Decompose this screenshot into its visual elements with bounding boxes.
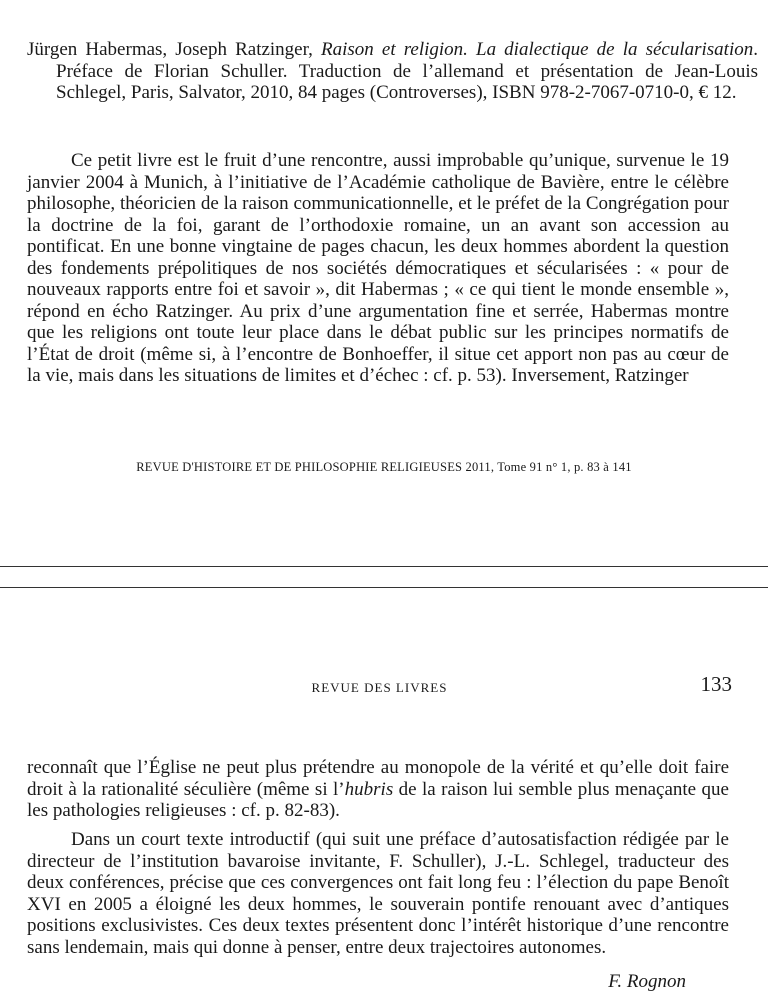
italic-term: hubris bbox=[344, 778, 394, 800]
page-number: 133 bbox=[700, 672, 732, 696]
running-header bbox=[27, 672, 732, 700]
review-paragraph-1: Ce petit livre est le fruit d’une rencontre, aussi improbable qu’unique, survenue le 19 janvier 2004 à Munich, à l’initiative de l’Académie catholique de Bavière, entre le célèbre philosophe, théoricien de la raison communicationnelle, et le préfet de la Congrégation pour la doctrine de la foi, garant de l’orthodoxie romaine, un an avant son accession au pontificat. En une bonne vingtaine de pages chacun, les deux hommes abordent la question des fondements prépolitiques de nos sociétés démocratiques et sécularisées : « pour de nouveaux rapports entre foi et savoir », dit Habermas ; « ce qui tient le monde ensemble », répond en écho Ratzinger. Au prix d’une argumentation fine et serrée, Habermas montre que les religions ont toute leur place dans le débat public sur les principes normatifs de l’État de droit (même si, à l’encontre de Bonhoeffer, il situe cet apport non pas au cœur de la vie, mais dans les situations de limites et d’échec : cf. p. 53). Inversement, Ratzinger bbox=[27, 150, 729, 386]
review-paragraph-3: Dans un court texte introductif (qui suit une préface d’autosatisfaction rédigée par le directeur de l’institution bavaroise invitante, F. Schuller), J.-L. Schlegel, traducteur des deux conférences, précise que ces convergences ont fait long feu : l’élection du pape Benoît XVI en 2005 a éloigné les deux hommes, le souverain pontife renouant avec d’antiques positions exclusivistes. Ces deux textes présentent donc l’intérêt historique d’une rencontre sans lendemain, mais qui donne à penser, entre deux trajectoires autonomes. bbox=[27, 829, 729, 958]
review-paragraph-2 bbox=[27, 757, 729, 822]
page-divider-top bbox=[0, 566, 768, 567]
book-citation bbox=[27, 39, 758, 104]
paragraph-text-after: de la raison lui semble plus menaçante que les pathologies religieuses : cf. p. 82-83). bbox=[27, 778, 729, 821]
paragraph-text-before: reconnaît que l’Église ne peut plus prétendre au monopole de la vérité et qu’elle doit faire droit à la rationalité séculière (même si l’ bbox=[27, 757, 729, 800]
citation-authors: Jürgen Habermas, Joseph Ratzinger, bbox=[27, 39, 322, 60]
journal-footer: REVUE D'HISTOIRE ET DE PHILOSOPHIE RELIGIEUSES 2011, Tome 91 n° 1, p. 83 à 141 bbox=[136, 460, 632, 474]
running-title: REVUE DES LIVRES bbox=[311, 680, 448, 695]
reviewer-signature: F. Rognon bbox=[608, 971, 686, 992]
bottom-page bbox=[0, 588, 768, 998]
citation-title: Raison et religion. La dialectique de la sécularisation bbox=[321, 39, 754, 60]
citation-details: . Préface de Florian Schuller. Traduction de l’allemand et présentation de Jean-Louis Schlegel, Paris, Salvator, 2010, 84 pages (Controverses), ISBN 978-2-7067-0710-0, € 12. bbox=[56, 39, 758, 103]
